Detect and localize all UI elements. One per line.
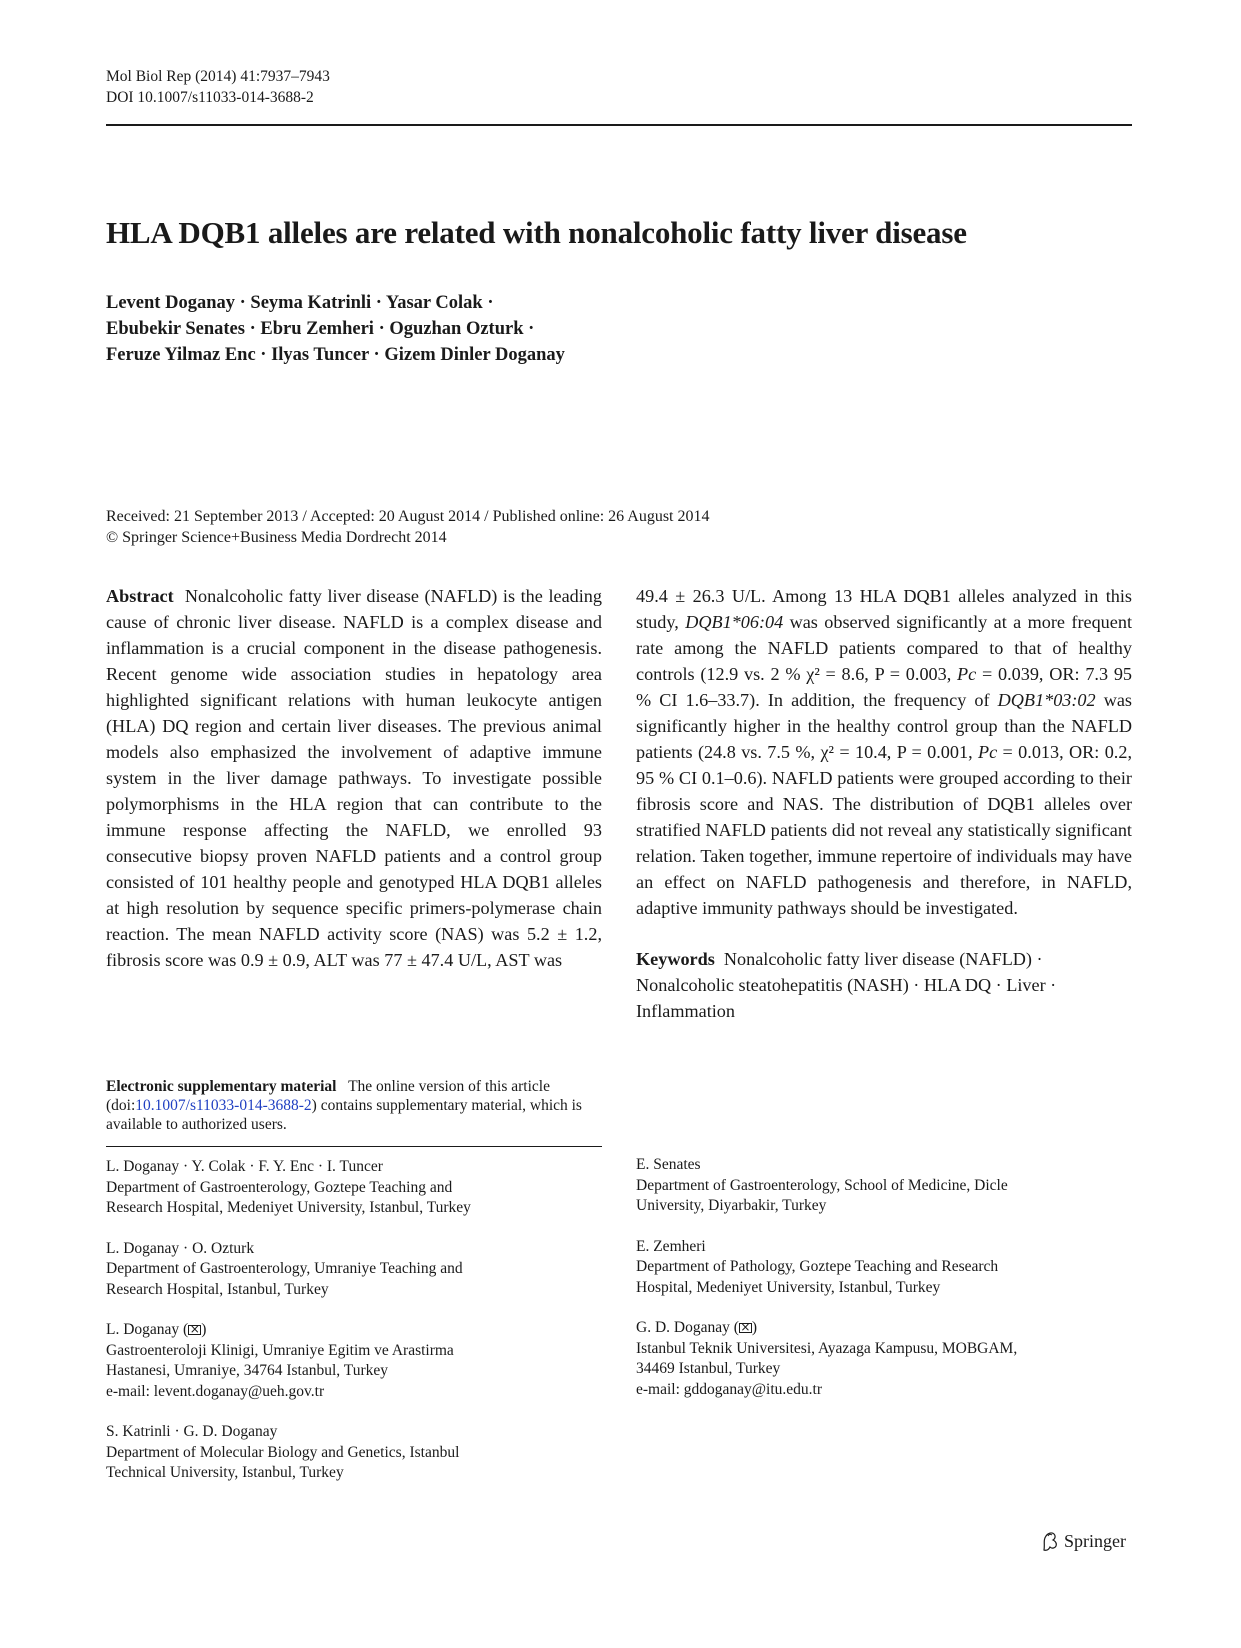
- affiliation-line: Gastroenteroloji Klinigi, Umraniye Egitim ve Arastirma: [106, 1341, 454, 1359]
- envelope-icon: ×: [189, 1322, 200, 1336]
- affiliation-line: Department of Gastroenterology, School of Medicine, Dicle: [636, 1176, 1008, 1194]
- affiliation-line: Hastanesi, Umraniye, 34764 Istanbul, Turkey: [106, 1362, 388, 1379]
- header-rule: [106, 124, 1132, 126]
- date-history: Received: 21 September 2013 / Accepted: 20 August 2014 / Published online: 26 August 2014: [106, 508, 710, 525]
- affiliations-right: [636, 1155, 1132, 1420]
- corresponding-author: G. D. Doganay (: [636, 1319, 739, 1336]
- corresponding-author: L. Doganay (: [106, 1321, 189, 1338]
- supplementary-note: [106, 1077, 602, 1134]
- pc-symbol-2: Pc: [978, 742, 998, 762]
- keywords-heading: Keywords: [636, 949, 715, 969]
- copyright-line: © Springer Science+Business Media Dordrecht 2014: [106, 529, 447, 546]
- footnote-rule: [106, 1146, 602, 1147]
- abstract-left-column: [106, 583, 602, 973]
- affiliation-line: Department of Gastroenterology, Goztepe Teaching and: [106, 1178, 453, 1196]
- journal-doi: DOI 10.1007/s11033-014-3688-2: [106, 89, 314, 106]
- affiliation-names: S. Katrinli · G. D. Doganay: [106, 1423, 278, 1440]
- envelope-icon: ×: [740, 1320, 751, 1334]
- affiliation-names: E. Senates: [636, 1156, 701, 1173]
- abstract-text-a: 49.4 ± 26.3 U/L. Among 13 HLA DQB1 alleles analyzed in this study,: [636, 586, 1132, 632]
- supplementary-text-b: ) contains supplementary material, which is available to authorized users.: [106, 1097, 582, 1133]
- affiliation-line: Research Hospital, Istanbul, Turkey: [106, 1280, 329, 1298]
- affiliation-line: Research Hospital, Medeniyet University, Istanbul, Turkey: [106, 1199, 471, 1216]
- affiliation-names: [636, 1318, 1132, 1339]
- affiliation-line: Hospital, Medeniyet University, Istanbul, Turkey: [636, 1278, 941, 1296]
- affiliation-line: Department of Pathology, Goztepe Teaching and Research: [636, 1258, 999, 1275]
- affiliation-line: University, Diyarbakir, Turkey: [636, 1197, 827, 1214]
- affiliations-left: [106, 1157, 602, 1504]
- keywords-block: [636, 946, 1132, 1024]
- affiliation-group: [636, 1318, 1132, 1400]
- article-title: HLA DQB1 alleles are related with nonalcoholic fatty liver disease: [106, 215, 967, 250]
- publisher-name: Springer: [1064, 1530, 1126, 1551]
- journal-header: [106, 66, 330, 108]
- publisher-logo: [1040, 1530, 1126, 1552]
- affiliation-names: [106, 1320, 602, 1341]
- abstract-text-c: = 0.039, OR: 7.3 95 % CI 1.6–33.7). In addition, the frequency of: [636, 664, 1133, 710]
- affiliation-line: Department of Molecular Biology and Genetics, Istanbul: [106, 1443, 460, 1461]
- affiliation-group: [636, 1237, 1132, 1299]
- supplementary-text-a: The online version of this article (doi:: [106, 1078, 550, 1114]
- author-line-1: Levent Doganay · Seyma Katrinli · Yasar Colak ·: [106, 293, 494, 313]
- email-line: e-mail: gddoganay@itu.edu.tr: [636, 1380, 823, 1398]
- affiliation-line: 34469 Istanbul, Turkey: [636, 1360, 781, 1377]
- abstract-text-e: = 0.013, OR: 0.2, 95 % CI 0.1–0.6). NAFLD patients were grouped according to their fibrosis score and NAS. The distribution of DQB1 alleles over stratified NAFLD patients did not reveal any statistically significant relation. Taken together, immune repertoire of individuals may have an effect on NAFLD pathogenesis and therefore, in NAFLD, adaptive immunity pathways should be investigated.: [636, 742, 1132, 918]
- abstract-heading: Abstract: [106, 586, 174, 606]
- author-list: [106, 290, 565, 368]
- paren-close: ): [201, 1321, 207, 1338]
- keywords-text: Nonalcoholic fatty liver disease (NAFLD) · Nonalcoholic steatohepatitis (NASH) · HLA DQ · Liver · Inflammation: [636, 949, 1057, 1021]
- affiliation-line: Istanbul Teknik Universitesi, Ayazaga Kampusu, MOBGAM,: [636, 1339, 1018, 1357]
- abstract-text-b: was observed significantly at a more frequent rate among the NAFLD patients compared to that of healthy controls (12.9 vs. 2 % χ² = 8.6, P = 0.003,: [636, 612, 1132, 684]
- affiliation-line: Technical University, Istanbul, Turkey: [106, 1464, 344, 1481]
- allele-dqb1-0302: DQB1*03:02: [997, 690, 1096, 710]
- publication-dates: [106, 506, 710, 548]
- supplementary-heading: Electronic supplementary material: [106, 1078, 337, 1095]
- abstract-text-left: Nonalcoholic fatty liver disease (NAFLD) is the leading cause of chronic liver disease. NAFLD is a complex disease and inflammation is a crucial component in the disease pathogenesis. Recent genome wide association studies in hepatology area highlighted significant relations with human leukocyte antigen (HLA) DQ region and certain liver diseases. The previous animal models also emphasized the involvement of adaptive immune system in the liver damage pathways. To investigate possible polymorphisms in the HLA region that can contribute to the immune response affecting the NAFLD, we enrolled 93 consecutive biopsy proven NAFLD patients and a control group consisted of 101 healthy people and genotyped HLA DQB1 alleles at high resolution by sequence specific primers-polymerase chain reaction. The mean NAFLD activity score (NAS) was 5.2 ± 1.2, fibrosis score was 0.9 ± 0.9, ALT was 77 ± 47.4 U/L, AST was: [106, 586, 602, 970]
- email-line: e-mail: levent.doganay@ueh.gov.tr: [106, 1382, 325, 1400]
- affiliation-names: E. Zemheri: [636, 1237, 706, 1255]
- affiliation-group: [106, 1239, 602, 1301]
- allele-dqb1-0604: DQB1*06:04: [685, 612, 784, 632]
- abstract-right-column: [636, 583, 1132, 1024]
- affiliation-group: [106, 1422, 602, 1484]
- journal-citation: Mol Biol Rep (2014) 41:7937–7943: [106, 68, 330, 85]
- author-line-2: Ebubekir Senates · Ebru Zemheri · Oguzhan Ozturk ·: [106, 319, 535, 339]
- affiliation-names: L. Doganay · Y. Colak · F. Y. Enc · I. Tuncer: [106, 1158, 383, 1175]
- pc-symbol-1: Pc: [957, 664, 977, 684]
- abstract-continuation: [636, 583, 1132, 921]
- abstract-text-d: was significantly higher in the healthy control group than the NAFLD patients (24.8 vs. 7.5 %, χ² = 10.4, P = 0.001,: [636, 690, 1132, 762]
- springer-horse-icon: [1040, 1530, 1060, 1552]
- author-line-3: Feruze Yilmaz Enc · Ilyas Tuncer · Gizem Dinler Doganay: [106, 345, 565, 365]
- affiliation-line: Department of Gastroenterology, Umraniye Teaching and: [106, 1260, 463, 1277]
- paren-close: ): [751, 1319, 758, 1336]
- affiliation-names: L. Doganay · O. Ozturk: [106, 1239, 255, 1257]
- affiliation-group: [636, 1155, 1132, 1217]
- affiliation-group: [106, 1320, 602, 1402]
- doi-link[interactable]: 10.1007/s11033-014-3688-2: [135, 1097, 312, 1114]
- affiliation-group: [106, 1157, 602, 1219]
